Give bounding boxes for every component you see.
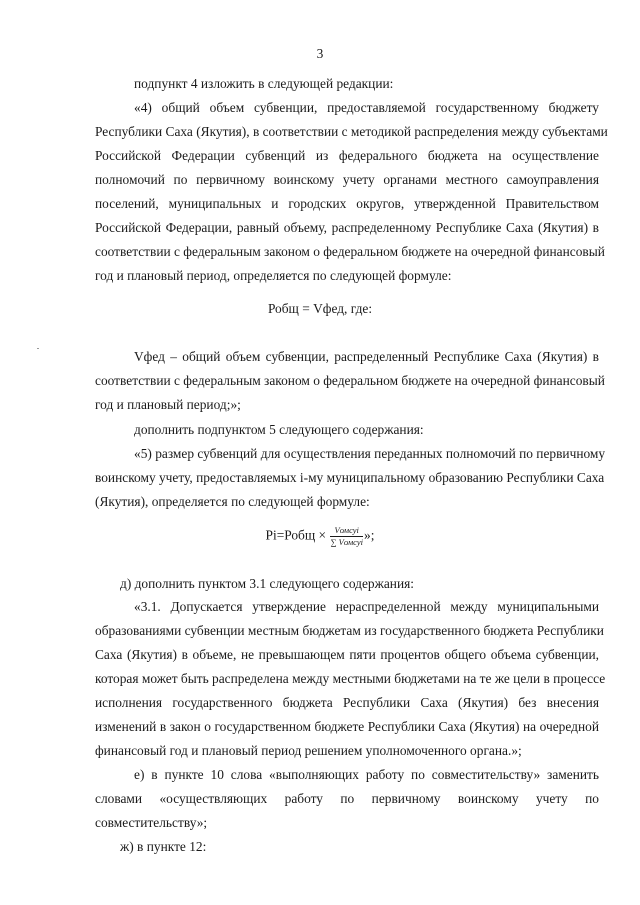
text-line: год и плановый период, определяется по следующей формуле: (95, 268, 452, 283)
text-line: воинскому учету, предоставляемых i-му муниципальному образованию Республики Саха (95, 470, 605, 485)
text-line: Республики Саха (Якутия), в соответствии с методикой распределения между субъектами (95, 124, 608, 139)
text-line: «4) общий объем субвенции, предоставляемой государственному бюджету (134, 100, 599, 115)
formula-2-numerator: Vомсуi (330, 526, 363, 537)
formula-2-denominator: ∑ Vомсуi (330, 537, 364, 547)
text-line: дополнить подпунктом 5 следующего содержания: (134, 422, 424, 437)
text-line: Саха (Якутия) в объеме, не превышающем пяти процентов общего объема субвенции, (95, 647, 599, 662)
formula-2-fraction (330, 526, 363, 547)
text-line: соответствии с федеральным законом о федеральном бюджете на очередной финансовый (95, 373, 605, 388)
text-line: Vфед – общий объем субвенции, распределенный Республике Саха (Якутия) в (134, 349, 599, 364)
text-line: полномочий по первичному воинскому учету органами местного самоуправления (95, 172, 599, 187)
text-line: образованиями субвенции местным бюджетам из государственного бюджета Республики (95, 623, 604, 638)
text-line: (Якутия), определяется по следующей формуле: (95, 494, 370, 509)
text-line: подпункт 4 изложить в следующей редакции: (134, 76, 394, 91)
text-line: которая может быть распределена между местными бюджетами на те же цели в процессе (95, 671, 606, 686)
text-line: совместительству»; (95, 815, 208, 830)
page-number: 3 (316, 46, 324, 61)
text-line: д) дополнить пунктом 3.1 следующего содержания: (120, 576, 414, 591)
formula-2-tail: »; (364, 527, 375, 543)
text-line: «5) размер субвенций для осуществления переданных полномочий по первичному (134, 446, 606, 461)
text-line: год и плановый период;»; (95, 397, 241, 412)
formula-2-lhs: Pi=Робщ × (265, 527, 327, 543)
text-line: словами «осуществляющих работу по первичному воинскому учету по (95, 791, 599, 806)
text-line: е) в пункте 10 слова «выполняющих работу по совместительству» заменить (134, 767, 599, 782)
text-line: «3.1. Допускается утверждение нераспределенной между муниципальными (134, 599, 599, 614)
text-line: поселений, муниципальных и городских округов, утвержденной Правительством (95, 196, 599, 211)
text-line: ж) в пункте 12: (120, 839, 207, 854)
formula-2 (0, 526, 640, 547)
text-line: финансовый год и плановый период решением уполномоченного органа.»; (95, 743, 522, 758)
text-line: Российской Федерации субвенций из федерального бюджета на осуществление (95, 148, 599, 163)
scan-speck (37, 348, 39, 349)
formula-1: Робщ = Vфед, где: (267, 301, 373, 316)
text-line: исполнения государственного бюджета Республики Саха (Якутия) без внесения (95, 695, 599, 710)
text-line: изменений в закон о государственном бюджете Республики Саха (Якутия) на очередной (95, 719, 599, 734)
text-line: соответствии с федеральным законом о федеральном бюджете на очередной финансовый (95, 244, 605, 259)
text-line: Российской Федерации, равный объему, распределенному Республике Саха (Якутия) в (95, 220, 599, 235)
